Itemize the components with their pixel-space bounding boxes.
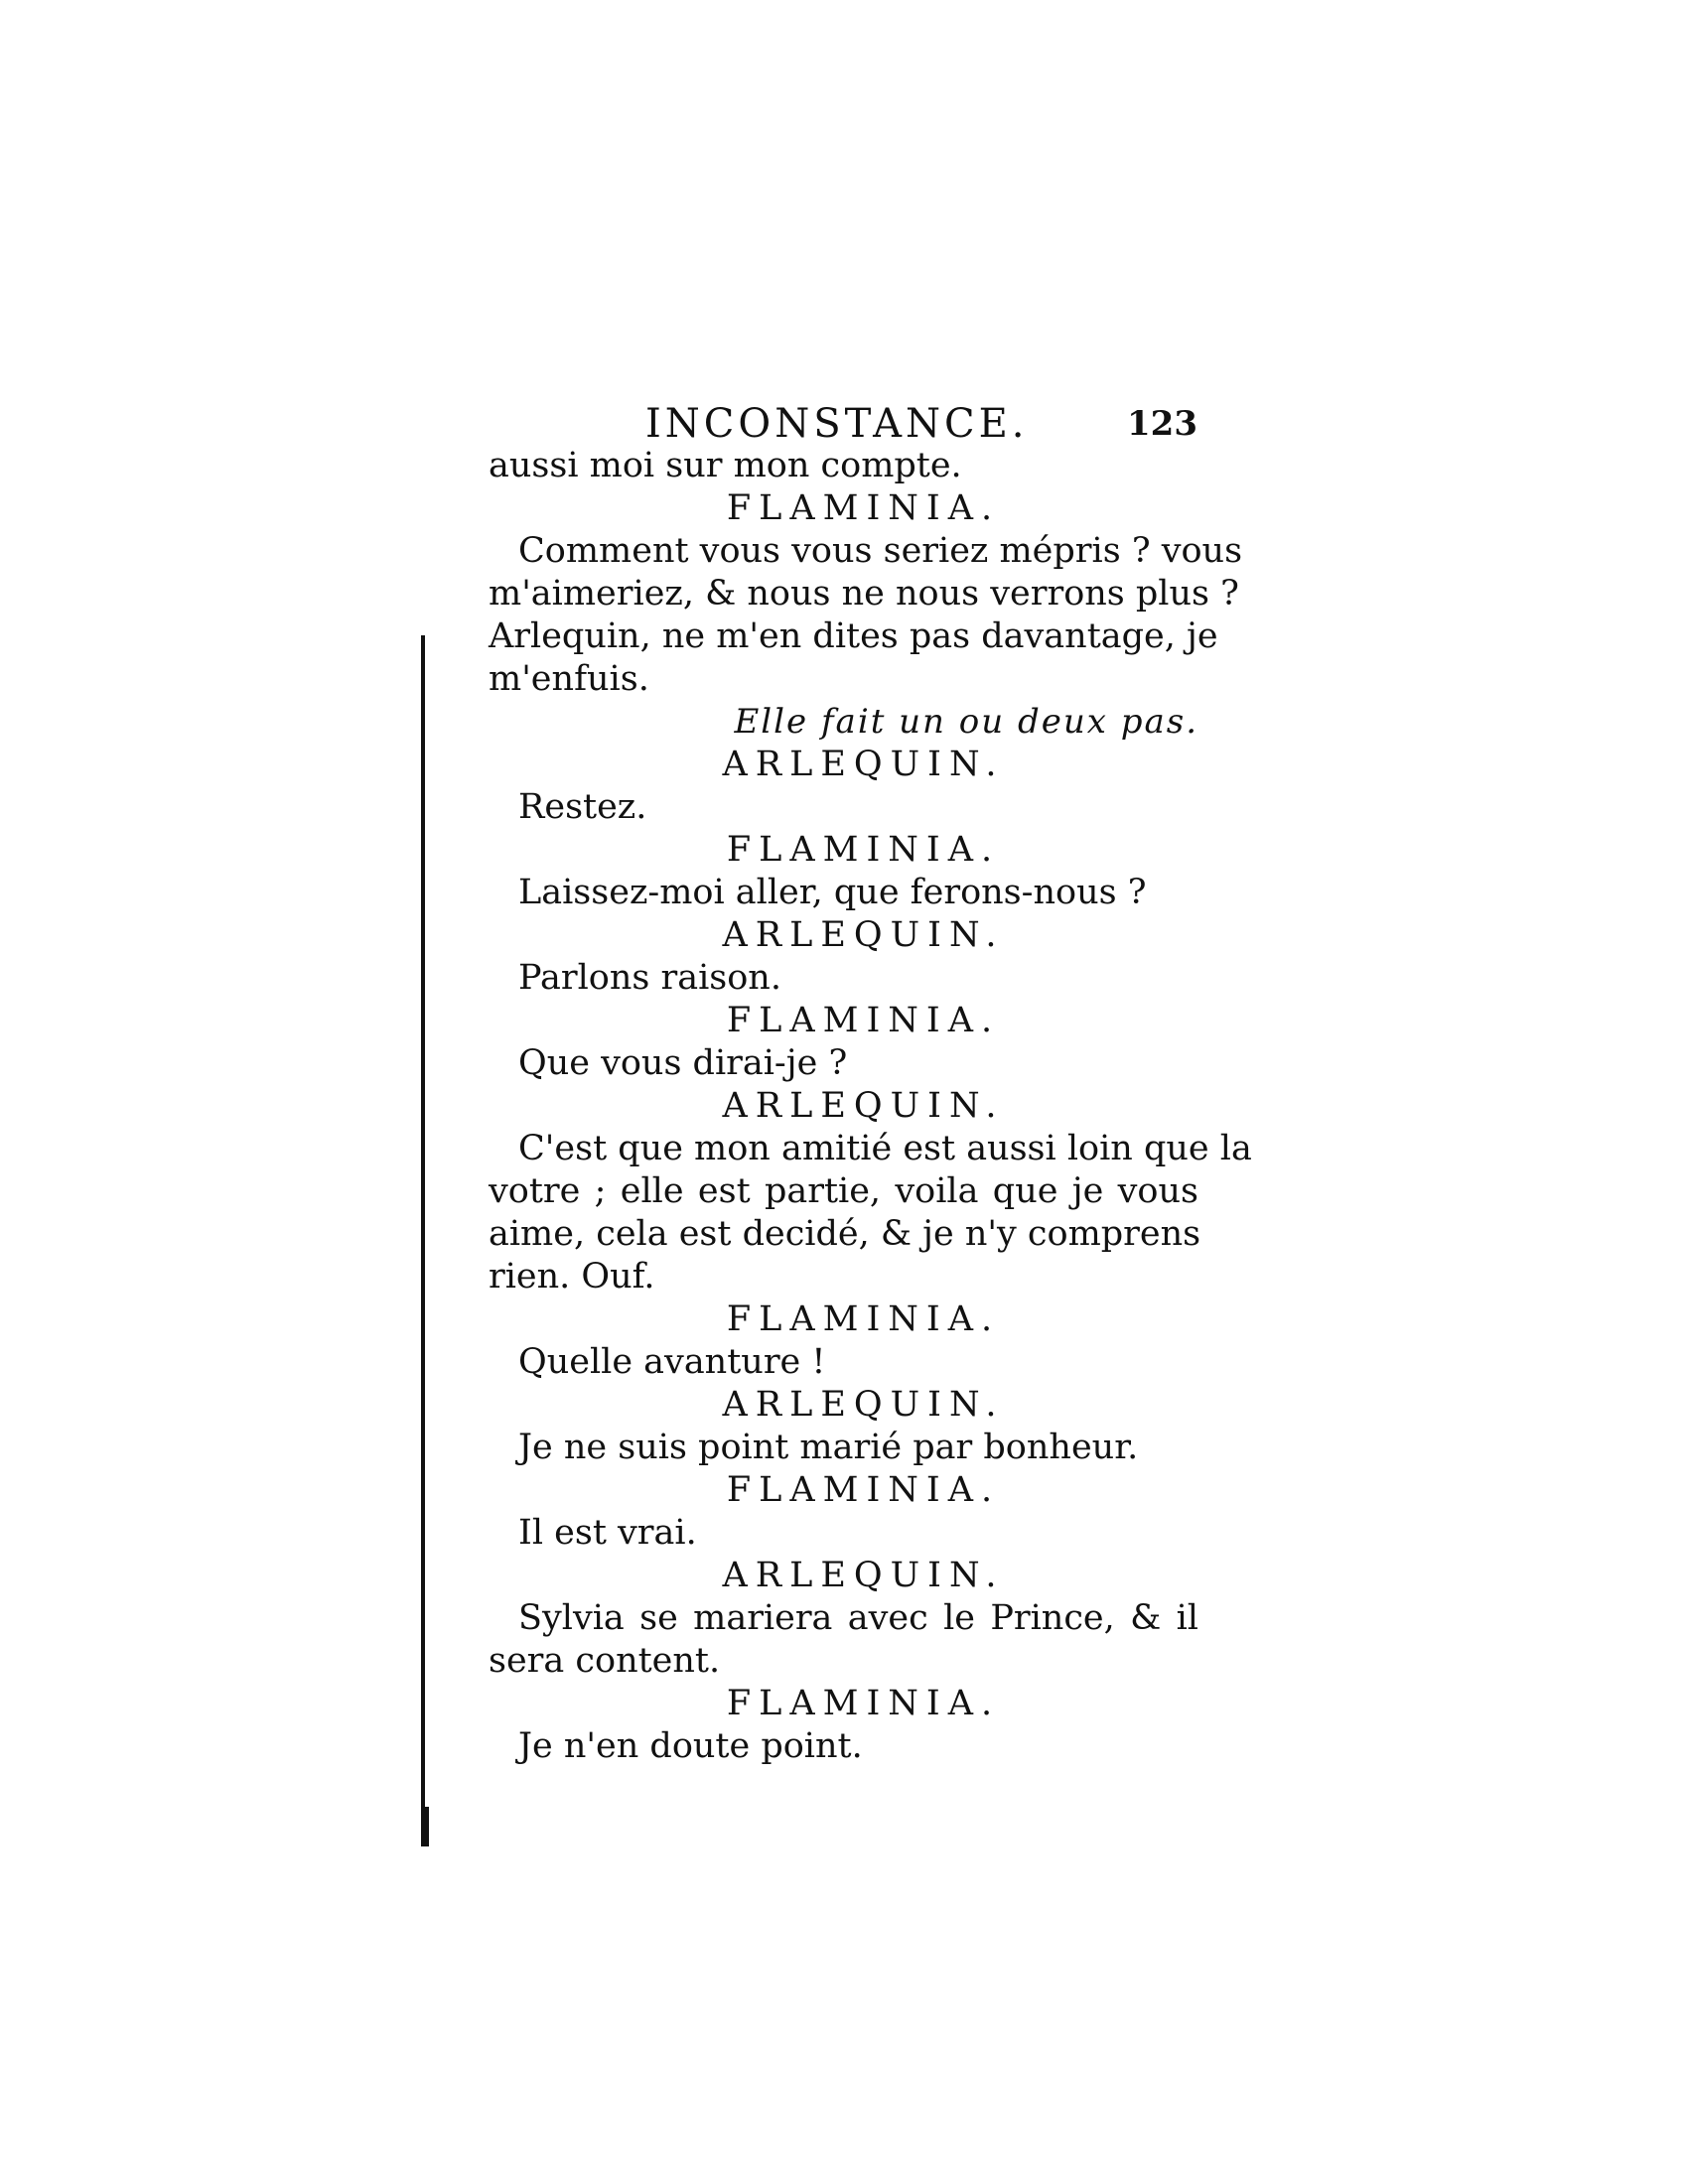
speech	[489, 530, 1243, 701]
speech	[489, 1597, 1198, 1683]
speaker-name: FLAMINIA.	[726, 1684, 1001, 1723]
speech-line: C'est que mon amitié est aussi loin que la	[518, 1129, 1252, 1168]
speech-line: m'aimeriez, & nous ne nous verrons plus ?	[489, 574, 1239, 614]
speaker-name: ARLEQUIN.	[722, 1086, 1005, 1126]
speech-line: Parlons raison.	[518, 958, 781, 998]
page-body	[489, 445, 1252, 1768]
stage-direction: Elle fait un ou deux pas.	[734, 702, 1198, 742]
speech-line: m'enfuis.	[489, 659, 649, 699]
speaker-name: ARLEQUIN.	[722, 1556, 1005, 1595]
speaker-name: FLAMINIA.	[726, 488, 1001, 528]
speech-line: Je n'en doute point.	[518, 1726, 863, 1766]
speech	[489, 1128, 1252, 1298]
speaker-name: FLAMINIA.	[726, 830, 1001, 870]
speech-line: sera content.	[489, 1641, 721, 1681]
page-header	[477, 399, 1211, 449]
speaker-name: ARLEQUIN.	[722, 1385, 1005, 1425]
margin-rule-end	[421, 1807, 429, 1846]
running-title: INCONSTANCE.	[645, 401, 1029, 447]
speech-line: Quelle avanture !	[518, 1342, 826, 1382]
speaker-name: ARLEQUIN.	[722, 915, 1005, 955]
page-number: 123	[1127, 404, 1197, 444]
speech-line: aime, cela est decidé, & je n'y comprens	[489, 1214, 1201, 1254]
speech-line: Il est vrai.	[518, 1513, 697, 1553]
speech-line: Je ne suis point marié par bonheur.	[518, 1428, 1139, 1467]
speaker-name: ARLEQUIN.	[722, 745, 1005, 784]
speech-line: Laissez-moi aller, que ferons-nous ?	[518, 873, 1147, 912]
speech-line: Restez.	[518, 787, 647, 827]
speaker-name: FLAMINIA.	[726, 1299, 1001, 1339]
speech-line: votre ; elle est partie, voila que je vous	[489, 1171, 1198, 1211]
speaker-name: FLAMINIA.	[726, 1470, 1001, 1510]
speech-line: rien. Ouf.	[489, 1257, 655, 1297]
speech-line: Comment vous vous seriez mépris ? vous	[518, 531, 1243, 571]
speech-line: Sylvia se mariera avec le Prince, & il	[518, 1598, 1198, 1638]
speech-line: Arlequin, ne m'en dites pas davantage, je	[489, 616, 1218, 656]
speech-line: Que vous dirai-je ?	[518, 1043, 848, 1083]
margin-rule	[421, 635, 425, 1846]
speaker-name: FLAMINIA.	[726, 1001, 1001, 1040]
continued-line: aussi moi sur mon compte.	[489, 446, 962, 485]
